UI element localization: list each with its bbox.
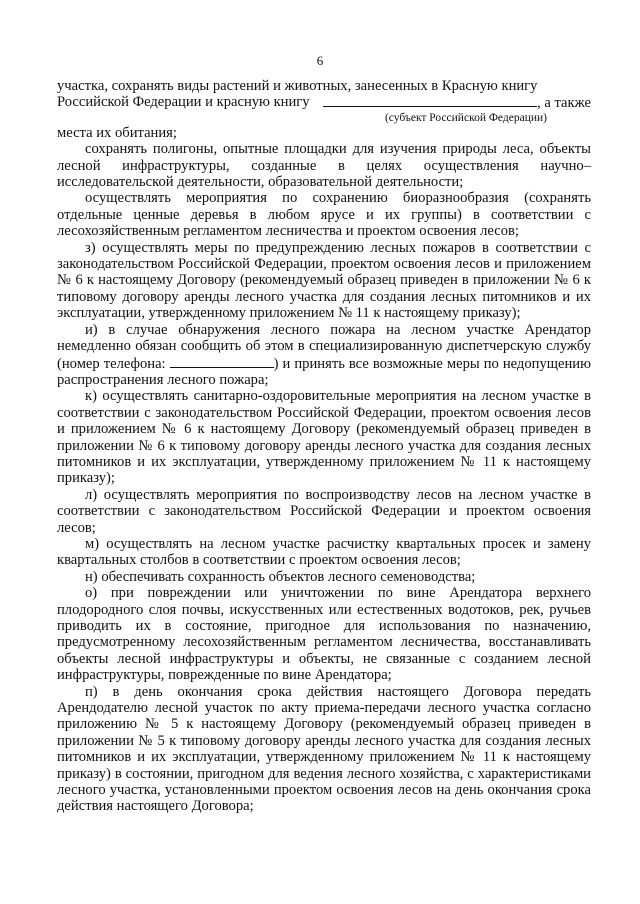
paragraph-o-restoration: о) при повреждении или уничтожении по вине Арендатора верхнего плодородного слоя почвы, искусственных или естественных водотоков, рек, ручьев приводить их в состояние, пригодное для использования по назначению, предусмотренному лесохозяйственным регламентом лесничества, восстанавливать объекты лесной инфраструктуры и объекты, не связанные с созданием лесной инфраструктуры, поврежденные по вине Арендатора; (57, 585, 591, 684)
region-blank-field (323, 94, 537, 107)
paragraph-m-clearing: м) осуществлять на лесном участке расчистку квартальных просек и замену квартальных столбов в соответствии с проектом освоения лесов; (57, 535, 591, 569)
paragraph-z-fire-prevention: з) осуществлять меры по предупреждению лесных пожаров в соответствии с законодательством Российской Федерации, проектом освоения лесов и приложением № 6 к настоящему Договору (рекомендуемый образец приведен в приложении № 6 к типовому договору аренды лесного участка для создания лесных питомников и их эксплуатации, утвержденному приложением № 11 к настоящему приказу); (57, 239, 591, 322)
region-caption: (субъект Российской Федерации) (384, 111, 547, 124)
paragraph-n-seed-objects: н) обеспечивать сохранность объектов лесного семеноводства; (85, 568, 476, 585)
paragraph-continuation-line1: участка, сохранять виды растений и животных, занесенных в Красную книгу (57, 78, 538, 94)
red-book-blank-with-suffix (323, 94, 591, 111)
fire-report-end: ) и принять все возможные меры по недопущению распространения лесного пожара; (57, 355, 591, 388)
paragraph-continuation-line3: места их обитания; (57, 124, 177, 141)
paragraph-biodiversity: осуществлять мероприятия по сохранению биоразнообразия (сохранять отдельные ценные деревья в любом ярусе и их группы) в соответствии с лесохозяйственным регламентом лесничества и проектом освоения лесов; (57, 190, 591, 240)
paragraph-l-reproduction: л) осуществлять мероприятия по воспроизводству лесов на лесном участке в соответствии с законодательством Российской Федерации и проектом освоения лесов; (57, 486, 591, 536)
paragraph-polygons: сохранять полигоны, опытные площадки для изучения природы леса, объекты лесной инфраструктуры, созданные в целях осуществления научно–исследовательской деятельности, образовательной деятельности; (57, 141, 591, 191)
fire-report-start: и) в случае обнаружения лесного пожара на лесном участке Арендатор немедленно обязан сообщить об этом в специализированную диспетчерскую службу (номер телефона: (57, 321, 591, 372)
document-body (57, 78, 591, 815)
phone-blank-field (170, 355, 274, 368)
paragraph-continuation-line2 (57, 94, 591, 111)
paragraph-k-sanitary: к) осуществлять санитарно-оздоровительные мероприятия на лесном участке в соответствии с законодательством Российской Федерации, проектом освоения лесов и приложением № 6 к настоящему Договору (рекомендуемый образец приведен в приложении № 6 к типовому договору аренды лесного участка для создания лесных питомников и их эксплуатации, утвержденному приложением № 11 к настоящему приказу); (57, 388, 591, 487)
red-book-prefix: Российской Федерации и красную книгу (57, 94, 310, 111)
paragraph-i-fire-report (57, 322, 591, 389)
paragraph-p-return-plot: п) в день окончания срока действия настоящего Договора передать Арендодателю лесной участок по акту приема-передачи лесного участка согласно приложению № 5 к настоящему Договору (рекомендуемый образец приведен в приложении № 5 к типовому договору аренды лесного участка для создания лесных питомников и их эксплуатации, утвержденному приложением № 11 к настоящему приказу) в состоянии, пригодном для ведения лесного хозяйства, с характеристиками лесного участка, установленными проектом освоения лесов на день окончания срока действия настоящего Договора; (57, 683, 591, 815)
page-number: 6 (316, 53, 324, 68)
red-book-suffix: , а также (537, 95, 591, 112)
